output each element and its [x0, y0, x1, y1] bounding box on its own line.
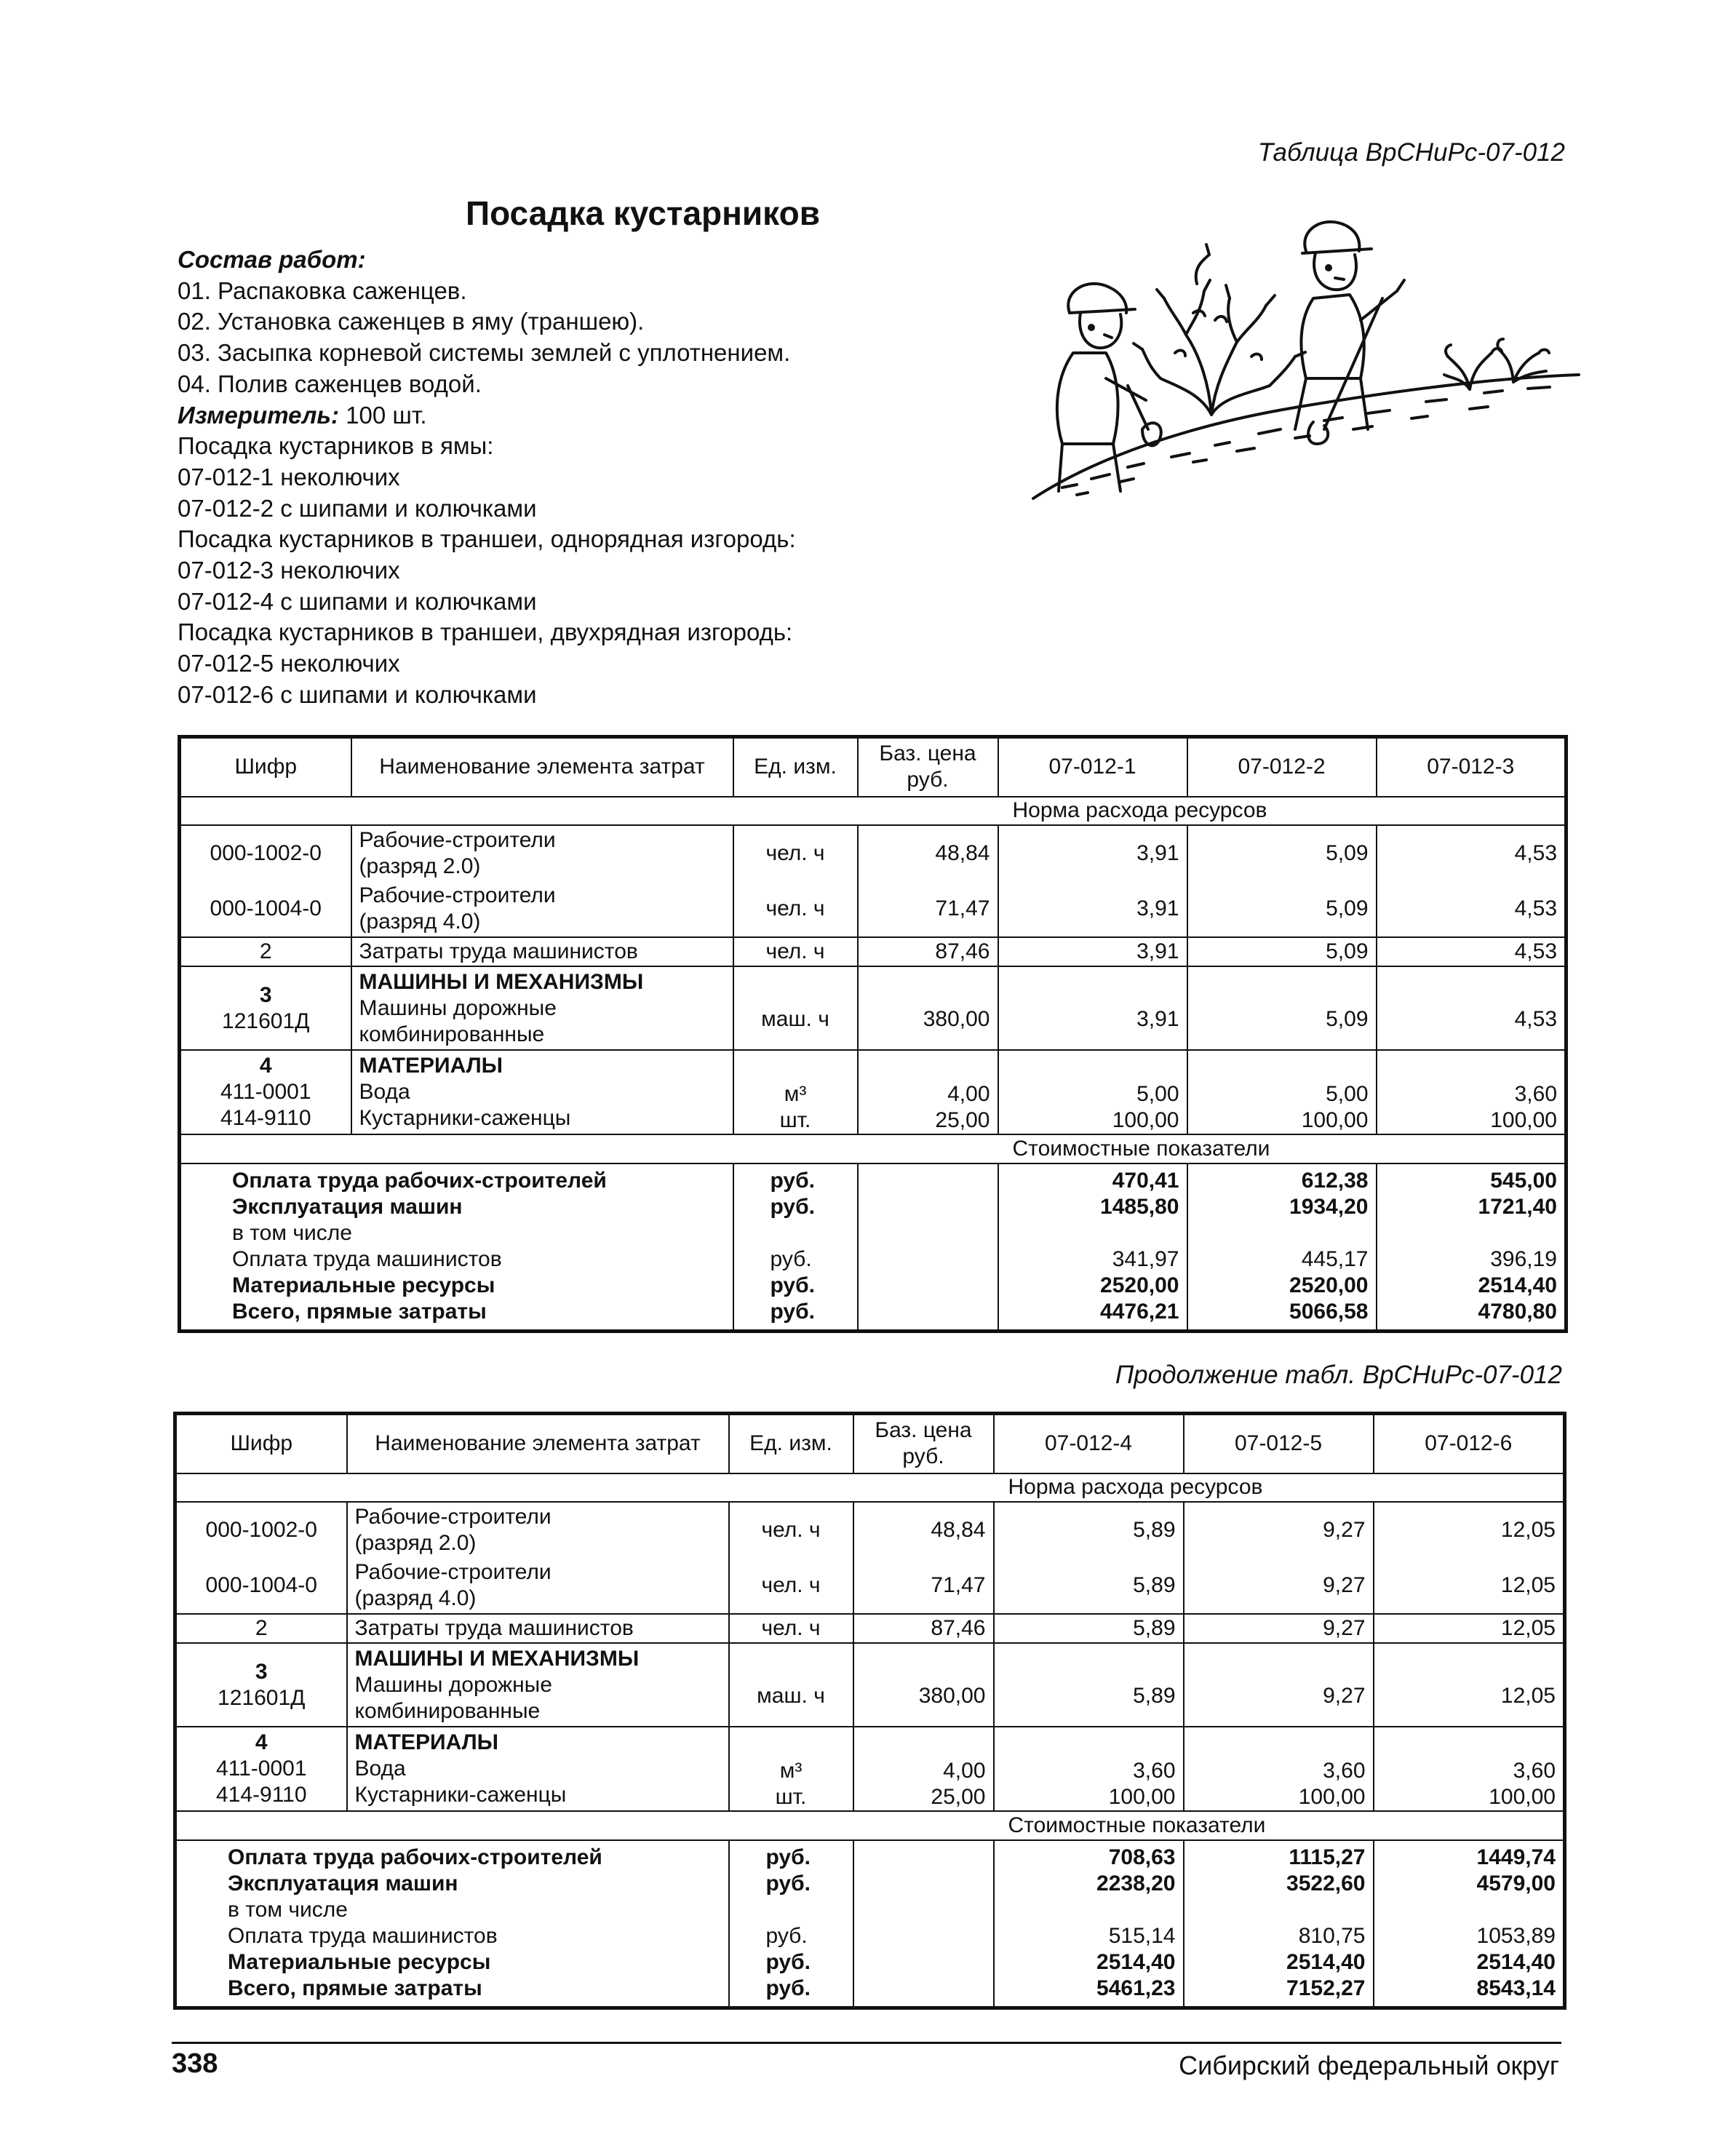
section-row: [175, 1473, 1565, 1503]
cost-values: [994, 1840, 1184, 2008]
value-cell: 9,27: [1184, 1558, 1374, 1614]
cost-value: 545,00: [1490, 1169, 1557, 1193]
cost-unit: руб.: [770, 1247, 812, 1272]
cost-name: Оплата труда рабочих-строителей: [232, 1169, 607, 1193]
value-cell: 12,05: [1374, 1614, 1565, 1643]
value-cell: 4,53: [1377, 966, 1566, 1051]
group-title: МАШИНЫ И МЕХАНИЗМЫ: [359, 969, 644, 994]
name-cell: [351, 881, 733, 937]
code-cell: 000-1002-0: [180, 825, 351, 881]
header-col: 07-012-5: [1184, 1414, 1374, 1473]
cost-unit: руб.: [770, 1273, 815, 1298]
cost-value: 341,97: [1112, 1247, 1179, 1272]
cost-unit: руб.: [770, 1169, 815, 1193]
cost-block: [180, 1163, 1566, 1332]
code-cell: 000-1002-0: [175, 1502, 347, 1558]
cost-names: [180, 1163, 733, 1332]
value-cell: 4,53: [1377, 937, 1566, 966]
cost-name: Оплата труда машинистов: [232, 1247, 502, 1272]
cost-value: 470,41: [1112, 1169, 1179, 1193]
group-code: 414-9110: [220, 1106, 311, 1131]
name-line: Кустарники-саженцы: [354, 1783, 567, 1807]
cost-unit: руб.: [765, 1845, 811, 1870]
price-cell: 71,47: [858, 881, 998, 937]
cost-unit: руб.: [765, 1950, 811, 1975]
cost-value: 5461,23: [1096, 1976, 1176, 2001]
header-code: Шифр: [180, 737, 351, 797]
name-line: комбинированные: [354, 1698, 541, 1723]
value-line: 100,00: [1489, 1784, 1556, 1809]
section-row: [175, 1811, 1565, 1840]
header-price: Баз. цена руб.: [858, 737, 998, 797]
value-cell: 5,89: [994, 1643, 1184, 1727]
section-row: [180, 797, 1566, 826]
group-number: 4: [255, 1730, 268, 1755]
code-cell: [175, 1727, 347, 1811]
cost-value: 445,17: [1301, 1247, 1369, 1272]
table-header-row: [175, 1414, 1565, 1473]
price-line: 25,00: [935, 1107, 990, 1132]
cost-names: [175, 1840, 729, 2008]
page-number: 338: [172, 2048, 218, 2079]
value-cell: 9,27: [1184, 1502, 1374, 1558]
group-number: 3: [255, 1659, 268, 1684]
value-line: 100,00: [1298, 1784, 1366, 1809]
cost-values: [1187, 1163, 1377, 1332]
value-line: 5,00: [1136, 1081, 1179, 1106]
header-name: Наименование элемента затрат: [347, 1414, 729, 1473]
cost-value: 4780,80: [1478, 1300, 1557, 1324]
cost-value: 2514,40: [1478, 1273, 1557, 1298]
header-unit: Ед. изм.: [733, 737, 858, 797]
code-cell: 000-1004-0: [175, 1558, 347, 1614]
resource-table-1: [178, 735, 1568, 1333]
unit-cell: чел. ч: [729, 1502, 853, 1558]
work-item: 04. Полив саженцев водой.: [178, 370, 482, 397]
cost-value: 4476,21: [1100, 1300, 1179, 1324]
price-cell: [853, 1727, 994, 1811]
cost-value: 7152,27: [1286, 1976, 1366, 2001]
cost-values: [1184, 1840, 1374, 2008]
cost-units: [733, 1163, 858, 1332]
value-line: 100,00: [1301, 1107, 1369, 1132]
value-line: 3,60: [1133, 1758, 1176, 1783]
cost-value: 1449,74: [1476, 1845, 1556, 1870]
cost-unit: руб.: [765, 1976, 811, 2001]
name-line: Вода: [359, 1080, 410, 1105]
header-col: 07-012-2: [1187, 737, 1377, 797]
price-line: 4,00: [943, 1758, 986, 1783]
intro-line: 07-012-4 с шипами и колючками: [178, 587, 537, 615]
unit-cell: чел. ч: [733, 937, 858, 966]
page-title: Посадка кустарников: [466, 194, 820, 232]
section-norms-label: Норма расхода ресурсов: [994, 1473, 1565, 1503]
value-cell: 5,09: [1187, 825, 1377, 881]
table-row: [180, 1050, 1566, 1134]
group-title: МАТЕРИАЛЫ: [359, 1054, 503, 1078]
meter-line: [178, 400, 796, 431]
cost-name: в том числе: [232, 1221, 352, 1246]
value-cell: 4,53: [1514, 896, 1557, 920]
table-row: [175, 1502, 1565, 1558]
value-cell: 5,89: [994, 1558, 1184, 1614]
cost-value: 1485,80: [1100, 1195, 1179, 1220]
header-code: Шифр: [175, 1414, 347, 1473]
cost-name: Всего, прямые затраты: [232, 1300, 487, 1324]
code-cell: 2: [180, 937, 351, 966]
value-cell: 12,05: [1500, 1518, 1556, 1543]
section-costs-label: Стоимостные показатели: [994, 1811, 1565, 1840]
cost-name: Эксплуатация машин: [228, 1871, 458, 1896]
group-code: 411-0001: [220, 1080, 311, 1105]
name-line: Машины дорожные: [359, 995, 557, 1020]
table-row: [180, 825, 1566, 881]
intro-line: Посадка кустарников в траншеи, однорядная изгородь:: [178, 525, 796, 553]
cost-value: 396,19: [1490, 1247, 1557, 1272]
value-cell: 9,27: [1184, 1614, 1374, 1643]
value-line: 3,60: [1513, 1758, 1556, 1783]
name-line: (разряд 2.0): [359, 854, 481, 879]
cost-value: 8543,14: [1476, 1976, 1556, 2001]
footer-divider: [172, 2042, 1561, 2044]
intro-line: 07-012-6 с шипами и колючками: [178, 680, 537, 708]
value-line: 5,00: [1326, 1081, 1369, 1106]
value-cell: [998, 1050, 1187, 1134]
name-line: комбинированные: [359, 1022, 545, 1046]
name-cell: [347, 1643, 729, 1727]
section-costs-label: Стоимостные показатели: [998, 1134, 1566, 1163]
cost-value: 1721,40: [1478, 1195, 1557, 1220]
gardeners-illustration: [1019, 211, 1586, 517]
value-cell: 3,91: [998, 937, 1187, 966]
group-title: МАТЕРИАЛЫ: [354, 1730, 499, 1755]
value-cell: 3,91: [998, 825, 1187, 881]
intro-line: 07-012-3 неколючих: [178, 557, 400, 584]
name-line: (разряд 4.0): [354, 1586, 477, 1610]
price-line: 25,00: [931, 1784, 986, 1809]
value-cell: 5,89: [994, 1502, 1184, 1558]
group-code: 411-0001: [215, 1757, 307, 1781]
unit-line: шт.: [779, 1107, 811, 1132]
name-line: Рабочие-строители: [359, 828, 556, 853]
table-row: [180, 966, 1566, 1051]
cost-value: 5066,58: [1289, 1300, 1369, 1324]
value-cell: [1377, 1050, 1566, 1134]
header-unit: Ед. изм.: [729, 1414, 853, 1473]
unit-cell: маш. ч: [729, 1643, 853, 1727]
value-cell: [1374, 1727, 1565, 1811]
code-cell: 2: [175, 1614, 347, 1643]
name-cell: [351, 1050, 733, 1134]
section-row: [180, 1134, 1566, 1163]
cost-value: 2520,00: [1289, 1273, 1369, 1298]
value-cell: [1187, 1050, 1377, 1134]
name-line: Машины дорожные: [354, 1672, 552, 1697]
group-title: МАШИНЫ И МЕХАНИЗМЫ: [354, 1646, 640, 1671]
table-header-row: [180, 737, 1566, 797]
cost-units: [729, 1840, 853, 2008]
unit-cell: чел. ч: [733, 825, 858, 881]
value-cell: 3,91: [998, 881, 1187, 937]
intro-line: Посадка кустарников в траншеи, двухрядная изгородь:: [178, 618, 793, 646]
intro-line: 07-012-5 неколючих: [178, 650, 400, 677]
value-line: 100,00: [1112, 1107, 1179, 1132]
table-row: [180, 937, 1566, 966]
cost-values: [998, 1163, 1187, 1332]
value-line: 100,00: [1108, 1784, 1176, 1809]
meter-value: 100 шт.: [346, 401, 427, 429]
cost-value: 2520,00: [1100, 1273, 1179, 1298]
cost-value: 2514,40: [1476, 1950, 1556, 1975]
cost-name: Эксплуатация машин: [232, 1195, 463, 1220]
code-cell: 000-1004-0: [180, 881, 351, 937]
cost-value: 1934,20: [1289, 1195, 1369, 1220]
works-heading: Состав работ:: [178, 246, 366, 273]
group-code: 121601Д: [218, 1685, 306, 1710]
header-col: 07-012-1: [998, 737, 1187, 797]
code-cell: [180, 966, 351, 1051]
name-line: (разряд 4.0): [359, 909, 481, 934]
cost-value: 708,63: [1108, 1845, 1176, 1870]
name-line: Рабочие-строители: [354, 1505, 552, 1530]
cost-value: 515,14: [1108, 1924, 1176, 1949]
cost-name: Материальные ресурсы: [228, 1950, 491, 1975]
unit-cell: [729, 1727, 853, 1811]
unit-line: м³: [779, 1758, 803, 1783]
value-cell: 5,09: [1187, 937, 1377, 966]
code-cell: [175, 1643, 347, 1727]
continuation-caption: Продолжение табл. ВрСНиРс-07-012: [1115, 1361, 1562, 1389]
cost-name: Оплата труда машинистов: [228, 1924, 498, 1949]
table-caption: Таблица ВрСНиРс-07-012: [1257, 138, 1565, 167]
table-row: [175, 1614, 1565, 1643]
cost-values: [1377, 1163, 1566, 1332]
cost-name: в том числе: [228, 1898, 348, 1922]
group-code: 121601Д: [222, 1009, 310, 1033]
table-row: [175, 1558, 1565, 1614]
header-name: Наименование элемента затрат: [351, 737, 733, 797]
price-cell: 87,46: [853, 1614, 994, 1643]
intro-line: 07-012-1 неколючих: [178, 463, 400, 490]
header-col: 07-012-4: [994, 1414, 1184, 1473]
value-cell: 3,91: [998, 966, 1187, 1051]
unit-cell: чел. ч: [729, 1558, 853, 1614]
cost-value: 2514,40: [1286, 1950, 1366, 1975]
value-cell: [1184, 1727, 1374, 1811]
name-line: Рабочие-строители: [359, 883, 556, 907]
work-item: 02. Установка саженцев в яму (траншею).: [178, 308, 645, 335]
cost-unit: руб.: [765, 1871, 811, 1896]
price-cell: [858, 1050, 998, 1134]
cost-value: 612,38: [1301, 1169, 1369, 1193]
name-line: Кустарники-саженцы: [359, 1106, 571, 1131]
group-code: 414-9110: [215, 1783, 307, 1807]
price-cell: 48,84: [858, 825, 998, 881]
price-cell: 380,00: [858, 966, 998, 1051]
meter-label: Измеритель:: [178, 401, 339, 429]
table-row: [180, 881, 1566, 937]
intro-line: Посадка кустарников в ямы:: [178, 432, 494, 460]
cost-name: Оплата труда рабочих-строителей: [228, 1845, 602, 1870]
unit-cell: [733, 1050, 858, 1134]
code-cell: [180, 1050, 351, 1134]
cost-unit: руб.: [770, 1195, 815, 1220]
unit-cell: чел. ч: [729, 1614, 853, 1643]
section-norms-label: Норма расхода ресурсов: [998, 797, 1566, 826]
value-cell: 4,53: [1514, 841, 1557, 866]
name-cell: [347, 1727, 729, 1811]
price-line: 4,00: [947, 1081, 990, 1106]
name-cell: Затраты труда машинистов: [351, 937, 733, 966]
value-line: 3,60: [1323, 1758, 1366, 1783]
unit-cell: маш. ч: [733, 966, 858, 1051]
cost-value: 810,75: [1298, 1924, 1366, 1949]
name-line: Вода: [354, 1757, 406, 1781]
name-cell: Затраты труда машинистов: [347, 1614, 729, 1643]
unit-line: м³: [784, 1081, 807, 1106]
price-cell: 380,00: [853, 1643, 994, 1727]
unit-cell: чел. ч: [733, 881, 858, 937]
value-line: 100,00: [1490, 1107, 1557, 1132]
header-col: 07-012-3: [1377, 737, 1566, 797]
value-cell: 5,09: [1187, 966, 1377, 1051]
price-cell: 71,47: [853, 1558, 994, 1614]
value-cell: 5,89: [994, 1614, 1184, 1643]
cost-block: [175, 1840, 1565, 2008]
value-cell: 12,05: [1500, 1572, 1556, 1597]
header-col: 07-012-6: [1374, 1414, 1565, 1473]
cost-value: 1053,89: [1476, 1924, 1556, 1949]
cost-value: 3522,60: [1286, 1871, 1366, 1896]
name-cell: [351, 966, 733, 1051]
unit-line: шт.: [775, 1784, 807, 1809]
group-number: 3: [259, 982, 272, 1007]
header-price: Баз. цена руб.: [853, 1414, 994, 1473]
name-line: (разряд 2.0): [354, 1531, 477, 1556]
value-cell: [994, 1727, 1184, 1811]
cost-name: Материальные ресурсы: [232, 1273, 495, 1298]
cost-name: Всего, прямые затраты: [228, 1976, 482, 2001]
group-number: 4: [259, 1054, 272, 1078]
cost-unit: руб.: [765, 1924, 808, 1949]
table-row: [175, 1643, 1565, 1727]
works-description: [178, 244, 796, 711]
name-cell: [347, 1502, 729, 1558]
work-item: 01. Распаковка саженцев.: [178, 277, 467, 304]
name-cell: [347, 1558, 729, 1614]
district-name: Сибирский федеральный округ: [1179, 2050, 1559, 2080]
resource-table-2: [173, 1412, 1566, 2010]
price-cell: 48,84: [853, 1502, 994, 1558]
value-line: 3,60: [1514, 1081, 1557, 1106]
work-item: 03. Засыпка корневой системы землей с уплотнением.: [178, 339, 791, 367]
table-row: [175, 1727, 1565, 1811]
cost-unit: руб.: [770, 1300, 815, 1324]
intro-line: 07-012-2 с шипами и колючками: [178, 494, 537, 522]
name-cell: [351, 825, 733, 881]
price-cell: 87,46: [858, 937, 998, 966]
value-cell: 9,27: [1184, 1643, 1374, 1727]
cost-value: 2514,40: [1096, 1950, 1176, 1975]
value-cell: 12,05: [1374, 1643, 1565, 1727]
cost-value: 4579,00: [1476, 1871, 1556, 1896]
cost-value: 2238,20: [1096, 1871, 1176, 1896]
value-cell: 5,09: [1187, 881, 1377, 937]
name-line: Рабочие-строители: [354, 1559, 552, 1584]
cost-value: 1115,27: [1289, 1845, 1366, 1870]
cost-values: [1374, 1840, 1565, 2008]
